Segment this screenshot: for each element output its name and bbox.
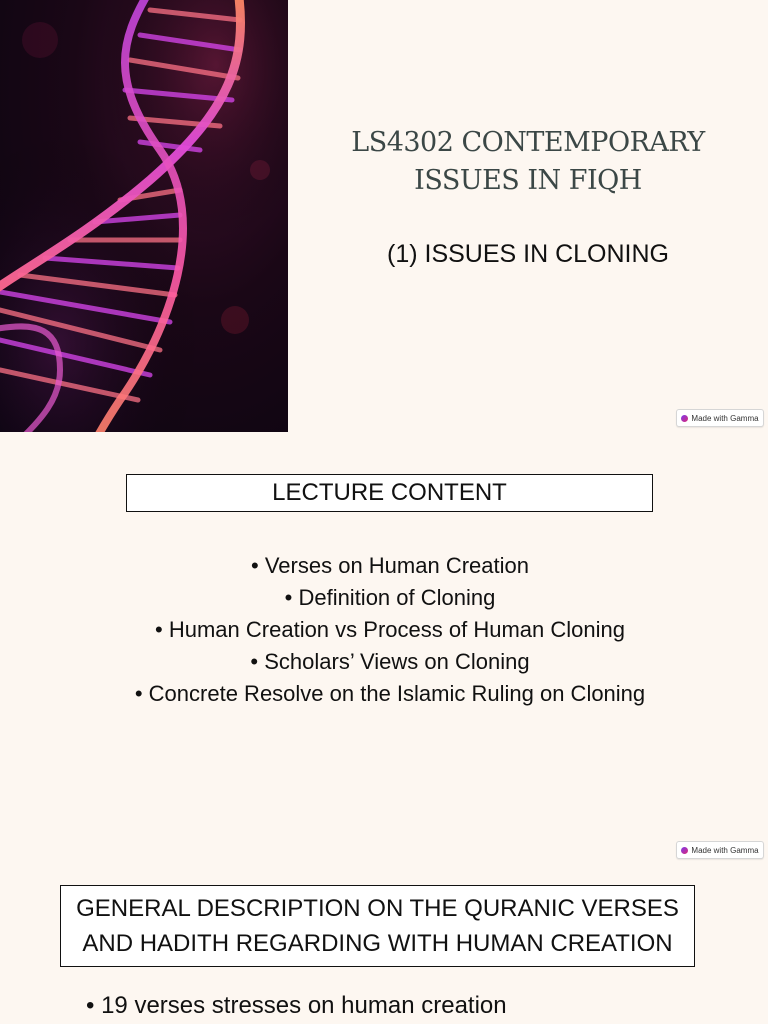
gamma-badge-label: Made with Gamma: [691, 845, 759, 855]
slide-2: [0, 432, 768, 864]
lecture-content-list: [0, 550, 768, 710]
slide-1: [0, 0, 768, 432]
list-item: • Scholars’ Views on Cloning: [0, 646, 768, 678]
title-line-1: LS4302 CONTEMPORARY: [351, 127, 705, 158]
heading-line-1: GENERAL DESCRIPTION ON THE QURANIC VERSES: [76, 895, 679, 922]
made-with-gamma-badge[interactable]: [676, 409, 764, 427]
gamma-badge-label: Made with Gamma: [691, 413, 759, 423]
presentation-subtitle: (1) ISSUES IN CLONING: [387, 240, 669, 268]
bullet-item: • 19 verses stresses on human creation: [86, 992, 507, 1020]
list-item: • Definition of Cloning: [0, 582, 768, 614]
dna-helix-image: [0, 0, 288, 432]
presentation-title: [330, 124, 726, 200]
general-description-heading: [60, 885, 695, 967]
list-item: • Human Creation vs Process of Human Cloning: [0, 614, 768, 646]
gamma-logo-icon: [681, 847, 688, 854]
made-with-gamma-badge[interactable]: [676, 841, 764, 859]
list-item: • Verses on Human Creation: [0, 550, 768, 582]
slide-3: [0, 864, 768, 1024]
title-line-2: ISSUES IN FIQH: [414, 165, 642, 196]
heading-line-2: AND HADITH REGARDING WITH HUMAN CREATION: [82, 930, 673, 957]
list-item: • Concrete Resolve on the Islamic Ruling on Cloning: [0, 678, 768, 710]
gamma-logo-icon: [681, 415, 688, 422]
lecture-content-heading: LECTURE CONTENT: [126, 474, 653, 512]
